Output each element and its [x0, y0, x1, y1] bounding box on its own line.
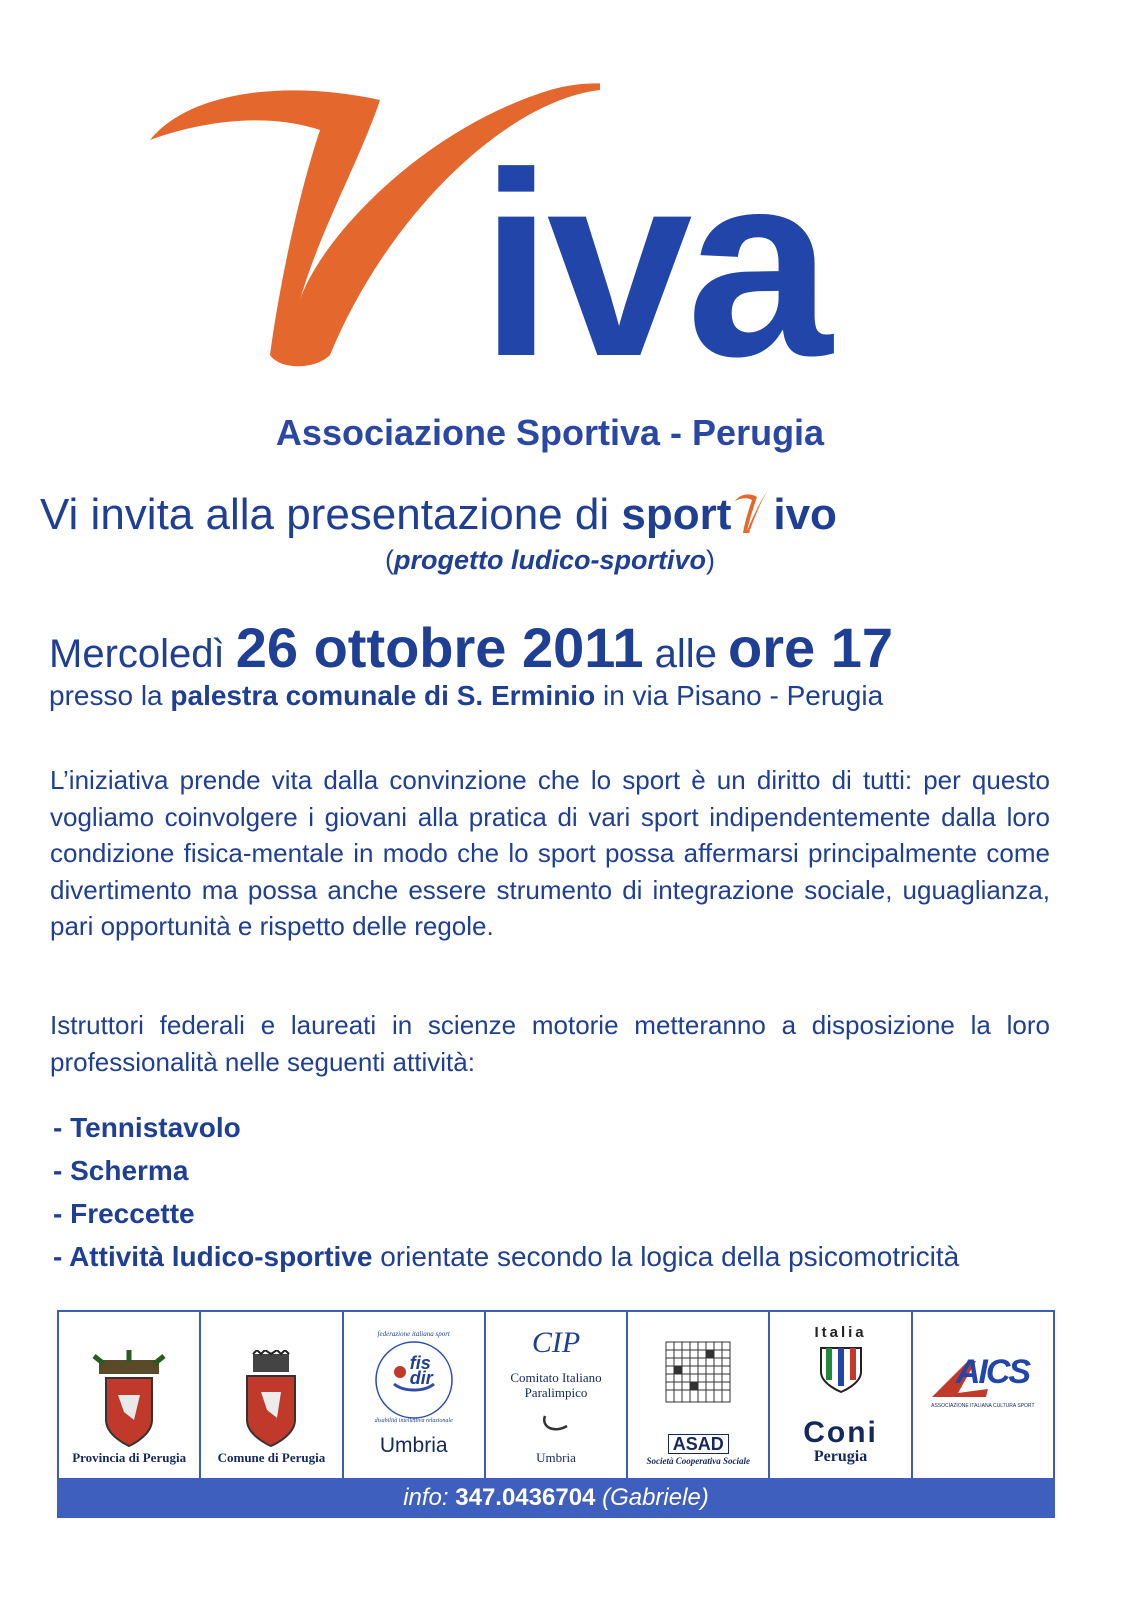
event-day: Mercoledì — [49, 632, 225, 676]
list-dash: - — [53, 1112, 71, 1143]
list-item — [53, 1235, 959, 1278]
sponsor-aics — [913, 1312, 1053, 1480]
sponsor-logos — [57, 1310, 1055, 1480]
aics-logo — [928, 1353, 1038, 1403]
list-item — [53, 1149, 959, 1192]
activity-note: orientate secondo la logica della psicomotricità — [372, 1241, 960, 1272]
project-subtitle — [0, 545, 1100, 576]
info-phone: 347.0436704 — [455, 1484, 596, 1511]
subtitle-open: ( — [385, 545, 394, 575]
brand-v-icon — [733, 487, 771, 546]
activity-name: Tennistavolo — [70, 1112, 241, 1143]
comune-caption: Comune di Perugia — [217, 1450, 326, 1465]
place-suffix: in via Pisano - Perugia — [602, 680, 884, 711]
viva-iva-text: iva — [480, 118, 827, 411]
list-item — [53, 1192, 959, 1235]
comune-crest-icon — [231, 1350, 311, 1450]
subtitle-text: progetto ludico-sportivo — [394, 545, 706, 575]
info-bar — [57, 1478, 1055, 1518]
sponsor-comune — [201, 1312, 343, 1480]
fisdir-dir: dir — [409, 1368, 433, 1388]
list-item — [53, 1106, 959, 1149]
activity-name: Freccette — [70, 1198, 195, 1229]
aics-caption: ASSOCIAZIONE ITALIANA CULTURA SPORT — [931, 1403, 1035, 1409]
asad-name: ASAD — [668, 1434, 729, 1454]
info-contact: (Gabriele) — [602, 1484, 709, 1511]
activity-name: Attività ludico-sportive — [69, 1241, 373, 1272]
association-name: Associazione Sportiva - Perugia — [275, 412, 825, 453]
provincia-crest-icon — [84, 1350, 174, 1450]
asad-caption: Società Cooperativa Sociale — [646, 1456, 751, 1466]
fisdir-logo — [364, 1330, 464, 1430]
brand-ivo: ivo — [773, 490, 837, 539]
activity-list — [53, 1106, 959, 1278]
cip-mark: CIP — [531, 1326, 581, 1359]
viva-logo — [0, 0, 1132, 430]
event-time: ore 17 — [728, 616, 894, 679]
provincia-caption: Provincia di Perugia — [72, 1450, 187, 1465]
brand-sport: sport — [621, 490, 732, 539]
cip-line1: Comitato Italiano — [510, 1370, 602, 1385]
place-name: palestra comunale di S. Erminio — [170, 680, 596, 711]
event-date — [49, 615, 893, 680]
sponsor-fisdir — [344, 1312, 486, 1480]
invite-prefix: Vi invita alla presentazione di — [40, 490, 610, 539]
place-prefix: presso la — [49, 680, 163, 711]
asad-grid-icon — [658, 1340, 738, 1410]
aics-name: AICS — [955, 1353, 1030, 1391]
sponsor-cip — [486, 1312, 628, 1480]
activity-name: Scherma — [70, 1155, 189, 1186]
invite-line — [40, 487, 837, 546]
body-paragraph-1: L’iniziativa prende vita dalla convinzione che lo sport è un diritto di tutti: per questo vogliamo coinvolgere i giovani alla pratica di vari sport indipendentemente dalla loro condizione fisica-mentale in modo che lo sport possa affermarsi principalmente come divertimento ma possa anche essere strumento di integrazione sociale, uguaglianza, pari opportunità e rispetto delle regole. — [50, 765, 1050, 941]
list-dash: - — [53, 1198, 71, 1229]
sponsor-provincia — [59, 1312, 201, 1480]
fisdir-region: Umbria — [379, 1434, 448, 1457]
event-date-value: 26 ottobre 2011 — [235, 616, 644, 679]
fisdir-arc-bottom: disabilità intellettiva relazionale — [374, 1418, 453, 1424]
subtitle-close: ) — [705, 545, 715, 575]
cip-region: Umbria — [536, 1450, 576, 1465]
fisdir-mark — [409, 1353, 433, 1388]
list-dash: - — [53, 1241, 70, 1272]
sponsor-asad — [628, 1312, 770, 1480]
coni-italia: Italia — [814, 1324, 867, 1341]
cip-name — [510, 1370, 601, 1400]
cip-line2: Paralimpico — [524, 1385, 588, 1400]
sponsor-coni — [770, 1312, 912, 1480]
coni-shield-icon — [816, 1344, 866, 1394]
body-paragraph-2: Istruttori federali e laureati in scienze motorie metteranno a disposizione la loro professionalità nelle seguenti attività: — [50, 1010, 1050, 1077]
event-alle: alle — [654, 632, 717, 676]
paralympic-icon — [541, 1412, 571, 1434]
info-label: info: — [403, 1484, 449, 1511]
event-place — [49, 680, 883, 712]
list-dash: - — [53, 1155, 71, 1186]
fisdir-fis: fis — [409, 1353, 431, 1373]
fisdir-arc-top: federazione italiana sport — [377, 1330, 450, 1338]
coni-city: Perugia — [813, 1448, 868, 1465]
coni-name: Coni — [803, 1416, 878, 1449]
